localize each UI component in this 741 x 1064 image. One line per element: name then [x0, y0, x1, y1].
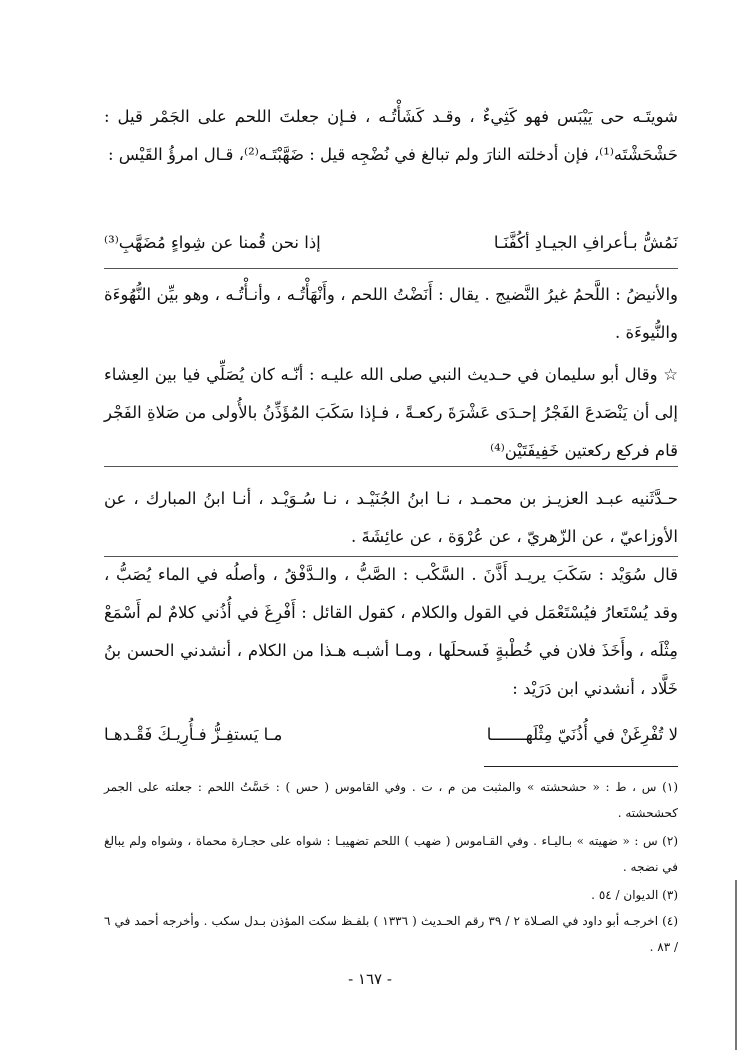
- footnote-separator: [484, 766, 678, 767]
- page-edge-shadow: [735, 880, 737, 1050]
- paragraph-4: حـدَّثَنيه عبـد العزيـز بن محمـد ، نـا ابنُ الجُنَيْـد ، نـا سُـوَيْـد ، أنـا ابنُ المبارك ، عن الأوزاعيّ ، عن الزّهريّ ، عن عُرْوَة ، عن عائِشَةَ .: [104, 489, 678, 546]
- poem-verse-2: [104, 716, 678, 754]
- paragraph-2: والأنيضُ : اللَّحمُ غيرُ النَّضيج . يقال : أَنَضْتُ اللحم ، وأَنْهَأْتُـه ، وأنـأْتُـه ، وهو بيِّن النُّهُوءَة والنُّيوءَة .: [104, 285, 678, 342]
- poem-verse-1: [104, 224, 678, 262]
- paragraph-5: قال سُوَيْد : سَكَبَ يريـد أَذَّنَ . السَّكْب : الصَّبُّ ، والـدَّفْقُ ، وأصلُه في الماء يُصَبُّ ، وقد يُسْتَعارُ فيُسْتَعْمَل في القول والكلام ، كقول القائل : أَفْرِغَ في أُذُني كلامٌ لم أَسْمَعْ مِثْلَه ، وأَخَذَ فلان في خُطْبةٍ فَسحلَها ، ومـا أشبـه هـذا من الكلام ، أنشدني الحسن بنُ خَلَّاد ، أنشدني ابن دَرَيْد :: [104, 565, 678, 698]
- paragraph-1: شويتَـه حى يَيْبَس فهو كَثِيءٌ ، وقـد كَشَأْتُـه ، فـإن جعلتَ اللحم على الجَمْر قيل : حَشْحَشْتَه⁽¹⁾، فإن أدخلته النارَ ولم تبالغ في نُضْجِه قيل : ضَهَّبْتَـه⁽²⁾، قـال امرؤُ القَيْس :: [104, 107, 678, 164]
- footnote-2: (٢) س : « ضهيته » بـاليـاء . وفي القـاموس ( ضهب ) اللحم تضهيبـا : شواه على حجـارة محماة ، وشواه ولم يبالغ في نضجه .: [104, 834, 678, 874]
- paragraph-3: ☆ وقال أبو سليمان في حـديث النبي صلى الله عليـه : أنّـه كان يُصَلِّي فيا بين العِشاء إلى أن يَنْصَدعَ الفَجْرُ إحـدَى عَشْرَةَ ركعـةً ، فـإذا سَكَبَ المُؤَذِّنُ بالأُولى من صَلاةِ الفَجْر قام فركع ركعتين خَفِيفَتَيْن⁽⁴⁾: [104, 365, 678, 460]
- footnote-1: (١) س ، ط : « حشحشته » والمثبت من م ، ت . وفي القاموس ( حس ) : حَسَّتُ اللحم : جعلته على الجمر كحشحشته .: [104, 780, 678, 820]
- verse-2-second-hemistich: مـا يَستفِـزُّ فـأُرِيـكَ فَقْـدهـا: [104, 725, 283, 744]
- verse-2-first-hemistich: لا تُفْرِغَنْ في أُذُنَيّ مِثْلَهـــــــا: [486, 725, 678, 744]
- verse-1-first-hemistich: نَمُشُّ بـأعرافِ الجيـادِ أكُفَّنَـا: [493, 233, 678, 252]
- page-number: - ١٦٧ -: [348, 970, 392, 988]
- footnote-4: (٤) اخرجـه أبو داود في الصـلاة ٢ / ٣٩ رقم الحـديث ( ١٣٣٦ ) بلفـظ سكت المؤذن بـدل سكب . وأخرجه أحمد في ٦ / ٨٣ .: [104, 914, 678, 954]
- section-divider: [104, 466, 678, 467]
- verse-1-second-hemistich: إذا نحن قُمنا عن شِواءٍ مُضَهَّبِ⁽³⁾: [104, 233, 321, 252]
- footnote-3: (٣) الديوان / ٥٤ .: [591, 888, 678, 902]
- verse-divider: [104, 268, 678, 269]
